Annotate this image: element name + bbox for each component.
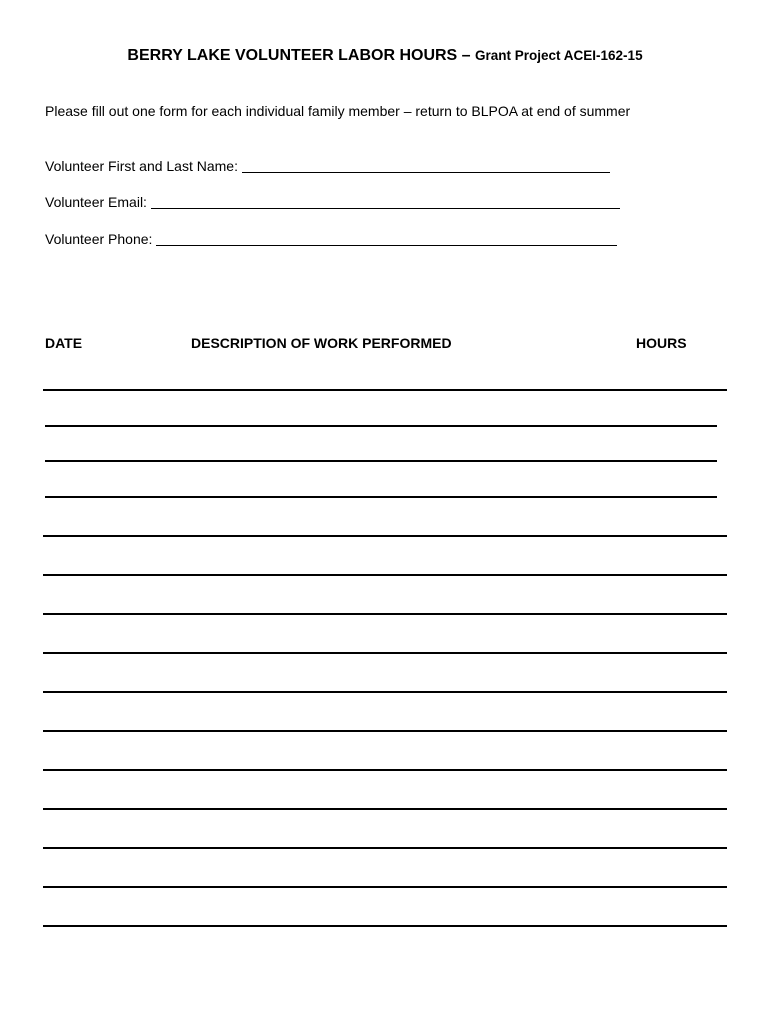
- log-line[interactable]: [43, 769, 727, 771]
- email-field-label: Volunteer Email:: [45, 194, 147, 210]
- column-header-description: DESCRIPTION OF WORK PERFORMED: [191, 335, 452, 351]
- log-line[interactable]: [45, 425, 717, 427]
- log-line[interactable]: [45, 460, 717, 462]
- name-field-label: Volunteer First and Last Name:: [45, 158, 238, 174]
- form-title-main: BERRY LAKE VOLUNTEER LABOR HOURS –: [127, 47, 476, 64]
- form-instructions: Please fill out one form for each individual family member – return to BLPOA at end of summer: [45, 103, 631, 119]
- log-line[interactable]: [43, 535, 727, 537]
- log-line[interactable]: [43, 925, 727, 927]
- column-header-hours: HOURS: [636, 335, 687, 351]
- log-line[interactable]: [43, 847, 727, 849]
- log-line[interactable]: [43, 613, 727, 615]
- log-line[interactable]: [43, 389, 727, 391]
- phone-field-label: Volunteer Phone:: [45, 231, 153, 247]
- log-line[interactable]: [43, 574, 727, 576]
- log-line[interactable]: [43, 886, 727, 888]
- column-header-date: DATE: [45, 335, 83, 351]
- log-line[interactable]: [43, 691, 727, 693]
- name-field[interactable]: [45, 156, 610, 174]
- form-title: [0, 47, 770, 65]
- email-field-blank[interactable]: [151, 194, 620, 209]
- log-line[interactable]: [43, 652, 727, 654]
- log-line[interactable]: [43, 808, 727, 810]
- name-field-blank[interactable]: [242, 158, 610, 173]
- form-title-grant: Grant Project ACEI-162-15: [475, 48, 643, 63]
- log-line[interactable]: [43, 730, 727, 732]
- log-line[interactable]: [45, 496, 717, 498]
- phone-field[interactable]: [45, 229, 617, 247]
- email-field[interactable]: [45, 192, 620, 210]
- phone-field-blank[interactable]: [156, 231, 617, 246]
